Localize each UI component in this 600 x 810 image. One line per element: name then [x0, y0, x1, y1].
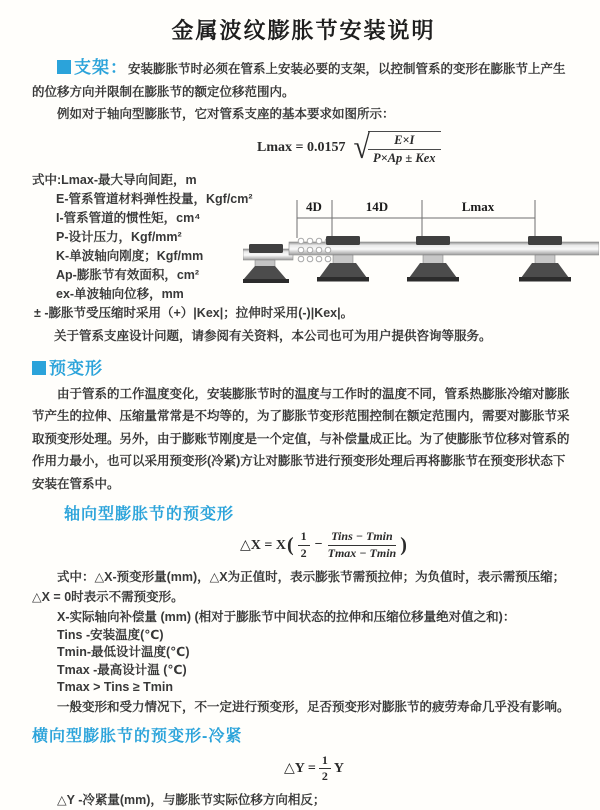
definition-lmax: 式中:Lmax-最大导向间距，m — [32, 172, 197, 187]
formula-lmax-lhs: Lmax = 0.0157 — [257, 140, 346, 155]
anchor-support — [243, 244, 289, 283]
fraction-denominator: P×Ap ± Kex — [372, 150, 436, 165]
dim-label-14d: 14D — [365, 199, 389, 214]
predeform-section-label: 预变形 — [49, 358, 103, 378]
formula-dx-lhs: △X = X — [240, 537, 286, 553]
minus-operator: − — [314, 537, 323, 553]
definition-i: I-管系管道的惯性矩，cm⁴ — [56, 210, 201, 225]
support-intro-text: 安装膨胀节时必须在管系上安装必要的支架，以控制管系的变形在膨胀节上产生的位移方向并限制在膨胀节的额定位移范围内。 — [32, 62, 566, 99]
support-section-label: 支架： — [74, 58, 128, 77]
formula-axial-predeform — [240, 530, 575, 561]
half-fraction — [298, 530, 310, 561]
predeform-section-heading — [32, 354, 575, 379]
predeform-paragraph: 由于管系的工作温度变化，安装膨胀节时的温度与工作时的温度不同，管系热膨胀冷缩对膨胀节产生的拉伸、压缩量常常是不均等的，为了膨胀节变形范围控制在额定范围内，需要对膨胀节采取预变形处理。另外，由于膨账节刚度是一个定值，与补偿量成正比。为了使膨胀节位移对管系的作用力最小，也可以采用预变形(冷紧)方让对膨胀节进行预变形处理后再将膨胀节在预变形状态下安装在管系中。 — [32, 386, 570, 491]
sqrt-radical-glyph: √ — [353, 128, 370, 166]
definition-ap: Ap-膨胀节有效面积，cm² — [56, 267, 200, 282]
fraction-denominator: 2 — [321, 769, 328, 784]
axial-note-inequality: Tmax > Tins ≥ Tmin — [57, 680, 174, 695]
formula-lmax — [257, 128, 575, 166]
dim-label-lmax: Lmax — [461, 199, 495, 214]
support-example-line: 例如对于轴向型膨胀节，它对管系支座的基本要求如图所示： — [57, 107, 395, 121]
formula-lateral-predeform — [284, 754, 575, 785]
temperature-fraction — [328, 530, 397, 561]
formula-dy-rhs: Y — [333, 760, 344, 776]
axial-note-x: X-实际轴向补偿量 (mm) (相对于膨胀节中间状态的拉伸和压缩位移量绝对值之和)： — [57, 609, 516, 624]
section-bullet-square — [57, 60, 71, 74]
open-paren: ( — [286, 533, 294, 556]
dimension-lines — [297, 200, 535, 238]
formula-lmax-fraction — [368, 131, 441, 166]
fraction-numerator: E×I — [368, 132, 441, 150]
definition-k: K-单波轴向刚度；Kgf/mm — [56, 248, 204, 263]
lateral-predeform-heading: 横向型膨胀节的预变形-冷紧 — [32, 727, 243, 745]
definition-e: E-管系管道材料弹性投量，Kgf/cm² — [56, 191, 253, 206]
support-consult-note: 关于管系支座设计问题，请参阅有关资料，本公司也可为用户提供咨询等服务。 — [54, 328, 492, 343]
pipe-support-diagram-svg — [243, 192, 599, 292]
half-fraction — [319, 754, 331, 785]
formula-dy-lhs: △Y = — [284, 761, 316, 777]
fraction-denominator: Tmax − Tmin — [327, 545, 397, 560]
axial-note-tins: Tins -安装温度(℃) — [57, 627, 164, 642]
fraction-numerator: Tins − Tmin — [328, 530, 397, 546]
axial-note-general: 一般变形和受力情况下，不一定进行预变形，足否预变形对膨胀节的疲劳寿命几乎没有影响。 — [57, 699, 570, 714]
fraction-numerator: 1 — [319, 754, 331, 770]
fraction-numerator: 1 — [298, 530, 310, 546]
fraction-denominator: 2 — [300, 545, 307, 560]
definition-p: P-设计压力，Kgf/mm² — [56, 229, 182, 244]
definition-plusminus: ± -膨胀节受压缩时采用（+）|Kex|；拉伸时采用(-)|Kex|。 — [34, 305, 354, 320]
axial-note-dx: 式中：△X-预变形量(mm)，△X为正值时，表示膨张节需预拉伸；为负值时，表示需预压缩；△X = 0时表示不需预变形。 — [32, 569, 566, 604]
section-bullet-square — [32, 361, 46, 375]
support-intro-paragraph — [32, 57, 575, 103]
dim-label-4d: 4D — [306, 199, 322, 214]
lateral-note-dy: △Y -冷紧量(mm)，与膨胀节实际位移方向相反； — [57, 793, 326, 808]
axial-predeform-heading: 轴向型膨胀节的预变形 — [64, 506, 235, 523]
page-title: 金属波纹膨胀节安装说明 — [171, 18, 436, 43]
definition-ex: ex-单波轴向位移，mm — [56, 286, 184, 301]
axial-note-tmin: Tmin-最低设计温度(℃) — [57, 645, 190, 660]
axial-note-tmax: Tmax -最高设计温 (℃) — [57, 662, 187, 677]
pipe-support-diagram — [243, 192, 599, 292]
close-paren: ) — [400, 533, 407, 556]
